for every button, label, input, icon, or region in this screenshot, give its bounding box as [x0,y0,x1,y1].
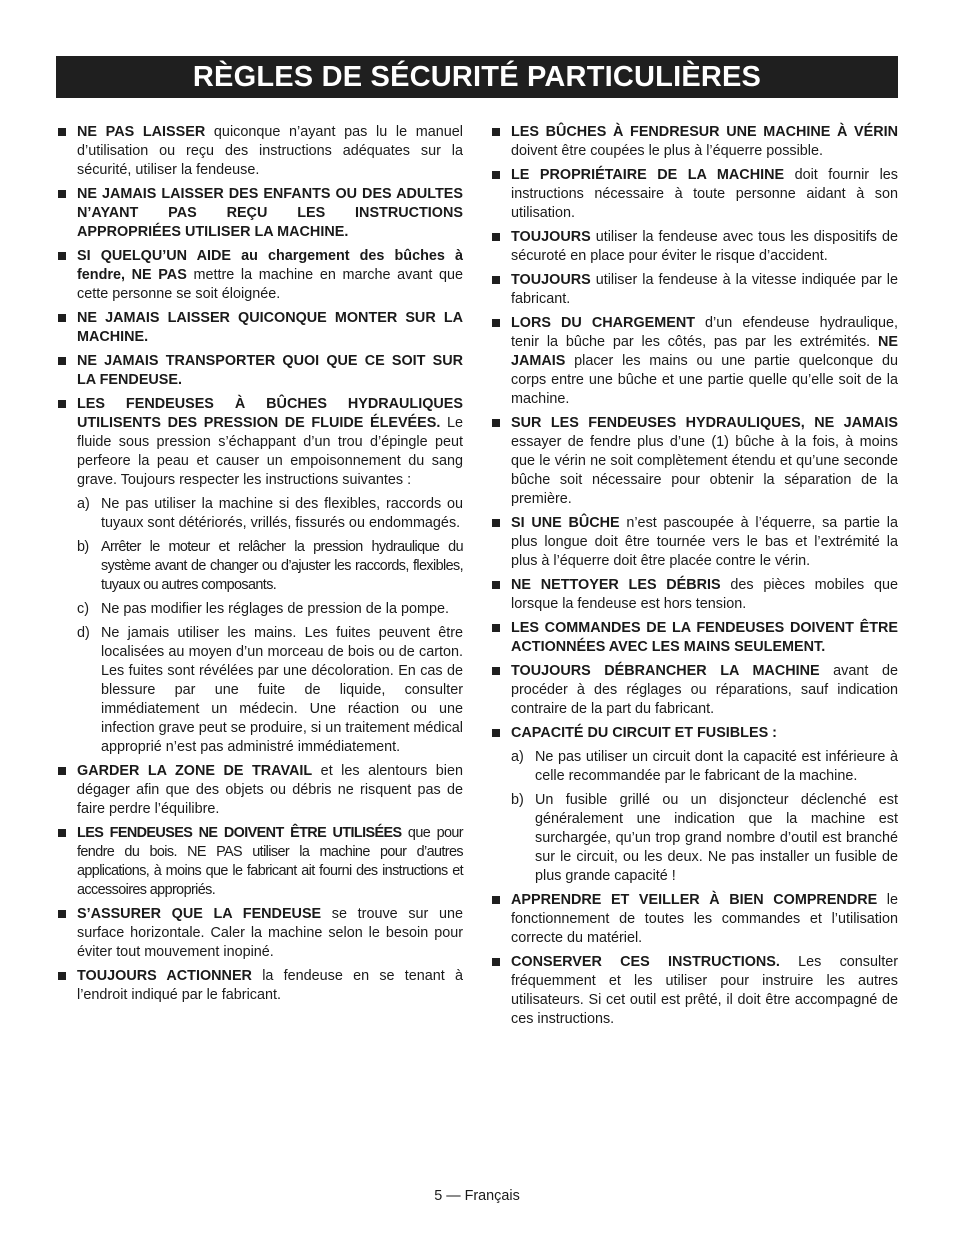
item-bold: SI UNE BÛCHE [511,515,620,531]
bullet-icon [492,233,500,241]
sub-item-text: Ne pas utiliser un circuit dont la capacité est inférieure à celle recommandée par le fabricant de la machine. [535,749,898,784]
item-bold: NE JAMAIS LAISSER DES ENFANTS OU DES ADULTES N’AYANT PAS REÇU LES INSTRUCTIONS APPROPRIÉES UTILISER LA MACHINE. [77,186,463,240]
bullet-icon [58,910,66,918]
list-item [491,576,898,614]
bullet-icon [492,958,500,966]
item-text: essayer de fendre plus d’une (1) bûche à la fois, à moins que le vérin ne soit complètement étendu et qu’une seconde bûche soit nécessaire pour obtenir la séparation de la première. [511,434,898,507]
item-bold: APPRENDRE ET VEILLER À BIEN COMPRENDRE [511,892,878,908]
sub-item-text: Ne jamais utiliser les mains. Les fuites peuvent être localisées au moyen d’un morceau de bois ou de carton. Les fuites sont révélées par une décoloration. En cas de blessure par une fuite de liquide, consulter immédiatement un médecin. Une réaction ou une infection grave peut se produire, si un traitement médical approprié n’est pas administré immédiatement. [101,625,463,755]
item-text: n’est pascoupée à l’équerre, sa partie la plus longue doit être tournée vers le bas et l’extrémité la plus à l’équerre doit être placée contre le vérin. [511,515,898,569]
list-item [491,891,898,948]
bullet-icon [492,128,500,136]
list-item [57,185,463,242]
item-bold: S’ASSURER QUE LA FENDEUSE [77,906,322,922]
bullet-icon [58,400,66,408]
list-item [491,414,898,509]
bullet-icon [492,581,500,589]
item-bold: LES BÛCHES À FENDRESUR UNE MACHINE À VÉRIN [511,124,898,140]
item-bold: TOUJOURS [511,229,591,245]
list-item [57,123,463,180]
list-item [57,905,463,962]
bullet-icon [58,314,66,322]
sub-item-label: b) [77,539,89,555]
right-column [491,123,898,1034]
list-item [491,166,898,223]
list-item [491,228,898,266]
item-bold: NE JAMAIS TRANSPORTER QUOI QUE CE SOIT SUR LA FENDEUSE. [77,353,463,388]
item-text: doivent être coupées le plus à l’équerre possible. [511,143,823,159]
bullet-icon [492,519,500,527]
item-bold: NE JAMAIS LAISSER QUICONQUE MONTER SUR LA MACHINE. [77,310,463,345]
sub-item [511,791,898,886]
item-bold: LE PROPRIÉTAIRE DE LA MACHINE [511,167,785,183]
bullet-icon [58,128,66,136]
list-item [491,724,898,743]
list-item [57,247,463,304]
sub-item-label: a) [511,749,524,765]
sub-item [77,538,463,595]
item-text: avant de procéder à des réglages ou réparations, sauf indication contraire de la part du fabricant. [511,663,898,717]
item-bold: SUR LES FENDEUSES HYDRAULIQUES, NE JAMAIS [511,415,898,431]
page-title: RÈGLES DE SÉCURITÉ PARTICULIÈRES [192,61,762,93]
item-bold: TOUJOURS DÉBRANCHER LA MACHINE [511,663,820,679]
item-text: Le fluide sous pression s’échappant d’un trou d’épingle peut perfeore la peau et causer un empoisonnement du sang grave. Toujours respecter les instructions suivantes : [77,415,463,488]
sub-item-label: b) [511,792,524,808]
item-text: Les consulter fréquemment et les utiliser pour instruire les autres utilisateurs. Si cet outil est prêté, il doit être accompagné de ces instructions. [511,954,898,1027]
list-item [491,271,898,309]
bullet-icon [492,419,500,427]
item-text: des pièces mobiles que lorsque la fendeuse est hors tension. [511,577,898,612]
sub-item-text: Ne pas utiliser la machine si des flexibles, raccords ou tuyaux sont détériorés, vrillés, fissurés ou endommagés. [101,496,463,531]
title-bar [56,56,898,98]
bullet-icon [492,276,500,284]
list-item [57,352,463,390]
item-text: utiliser la fendeuse avec tous les dispositifs de sécuroté en place pour éviter le risque d’accident. [511,229,898,264]
list-item [491,514,898,571]
sub-item-label: c) [77,601,89,617]
list-item [491,314,898,409]
bullet-icon [492,171,500,179]
item-text: doit fournir les instructions nécessaire à toute personne aidant à son utilisation. [511,167,898,221]
bullet-icon [58,190,66,198]
item-bold: NE NETTOYER LES DÉBRIS [511,577,721,593]
item-text: quiconque n’ayant pas lu le manuel d’utilisation ou reçu des instructions adéquates sur la sécurité, utiliser la fendeuse. [77,124,463,178]
item-text: mettre la machine en marche avant que cette personne se soit éloignée. [77,267,463,302]
sub-item-text: Un fusible grillé ou un disjoncteur déclenché est généralement une indication que la machine est surchargée, qu’un trop grand nombre d’outil est branché sur le circuit, ou les deux. Ne pas installer un fusible de plus grande capacité ! [535,792,898,884]
list-item [57,967,463,1005]
list-item [57,824,463,900]
page-footer: 5 — Français [434,1188,520,1204]
item-text: que pour fendre du bois. NE PAS utiliser la machine pour d’autres applications, à moins que le fabricant ait fourni des instructions et accessoires appropriés. [77,825,463,898]
item-text: d’un efendeuse hydraulique, tenir la bûche par les côtés, pas par les extrémités. [511,315,898,350]
item-text: la fendeuse en se tenant à l’endroit indiqué par le fabricant. [77,968,464,1003]
sub-item-text: Arrêter le moteur et relâcher la pression hydraulique du système avant de changer ou d’ajuster les raccords, flexibles, tuyaux ou autres composants. [101,539,463,593]
sub-item [77,495,463,533]
bullet-icon [492,896,500,904]
list-item [491,662,898,719]
bullet-icon [58,829,66,837]
list-item [491,619,898,657]
bullet-icon [492,319,500,327]
bullet-icon [58,357,66,365]
item-bold: SI QUELQU’UN AIDE au chargement des bûches à fendre, NE PAS [77,248,463,283]
item-bold: LORS DU CHARGEMENT [511,315,695,331]
bullet-icon [492,624,500,632]
sub-item-label: a) [77,496,90,512]
sub-item [77,624,463,757]
bullet-icon [492,729,500,737]
item-bold: TOUJOURS [511,272,591,288]
item-text: se trouve sur une surface horizontale. Caler la machine selon le besoin pour éviter tout mouvement inopiné. [77,906,463,960]
bullet-icon [58,767,66,775]
list-item [57,762,463,819]
item-bold: TOUJOURS ACTIONNER [77,968,252,984]
sub-item-text: Ne pas modifier les réglages de pression de la pompe. [101,601,449,617]
item-text: le fonctionnement de toutes les commandes et l’utilisation correcte du matériel. [511,892,898,946]
left-column [57,123,463,1010]
item-bold: CAPACITÉ DU CIRCUIT ET FUSIBLES : [511,725,777,741]
item-bold: LES FENDEUSES À BÛCHES HYDRAULIQUES UTILISENTS DES PRESSION DE FLUIDE ÉLEVÉES. [77,396,463,431]
list-item [491,123,898,161]
item-bold: GARDER LA ZONE DE TRAVAIL [77,763,313,779]
item-bold: NE JAMAIS [511,334,898,369]
sub-item [511,748,898,786]
list-item [57,309,463,347]
sub-item [77,600,463,619]
list-item [57,395,463,490]
item-bold: LES COMMANDES DE LA FENDEUSES DOIVENT ÊTRE ACTIONNÉES AVEC LES MAINS SEULEMENT. [511,620,898,655]
bullet-icon [58,252,66,260]
item-text: utiliser la fendeuse à la vitesse indiquée par le fabricant. [511,272,898,307]
item-bold: CONSERVER CES INSTRUCTIONS. [511,954,780,970]
bullet-icon [492,667,500,675]
item-bold: NE PAS LAISSER [77,124,206,140]
item-bold: LES FENDEUSES NE DOIVENT ÊTRE UTILISÉES [77,825,402,841]
item-text: placer les mains ou une partie quelconque du corps entre une bûche et une partie quelle qu’elle soit de la machine. [511,353,898,407]
item-text: et les alentours bien dégager afin que des objets ou débris ne risquent pas de faire perdre l’équilibre. [77,763,463,817]
list-item [491,953,898,1029]
sub-item-label: d) [77,625,90,641]
bullet-icon [58,972,66,980]
